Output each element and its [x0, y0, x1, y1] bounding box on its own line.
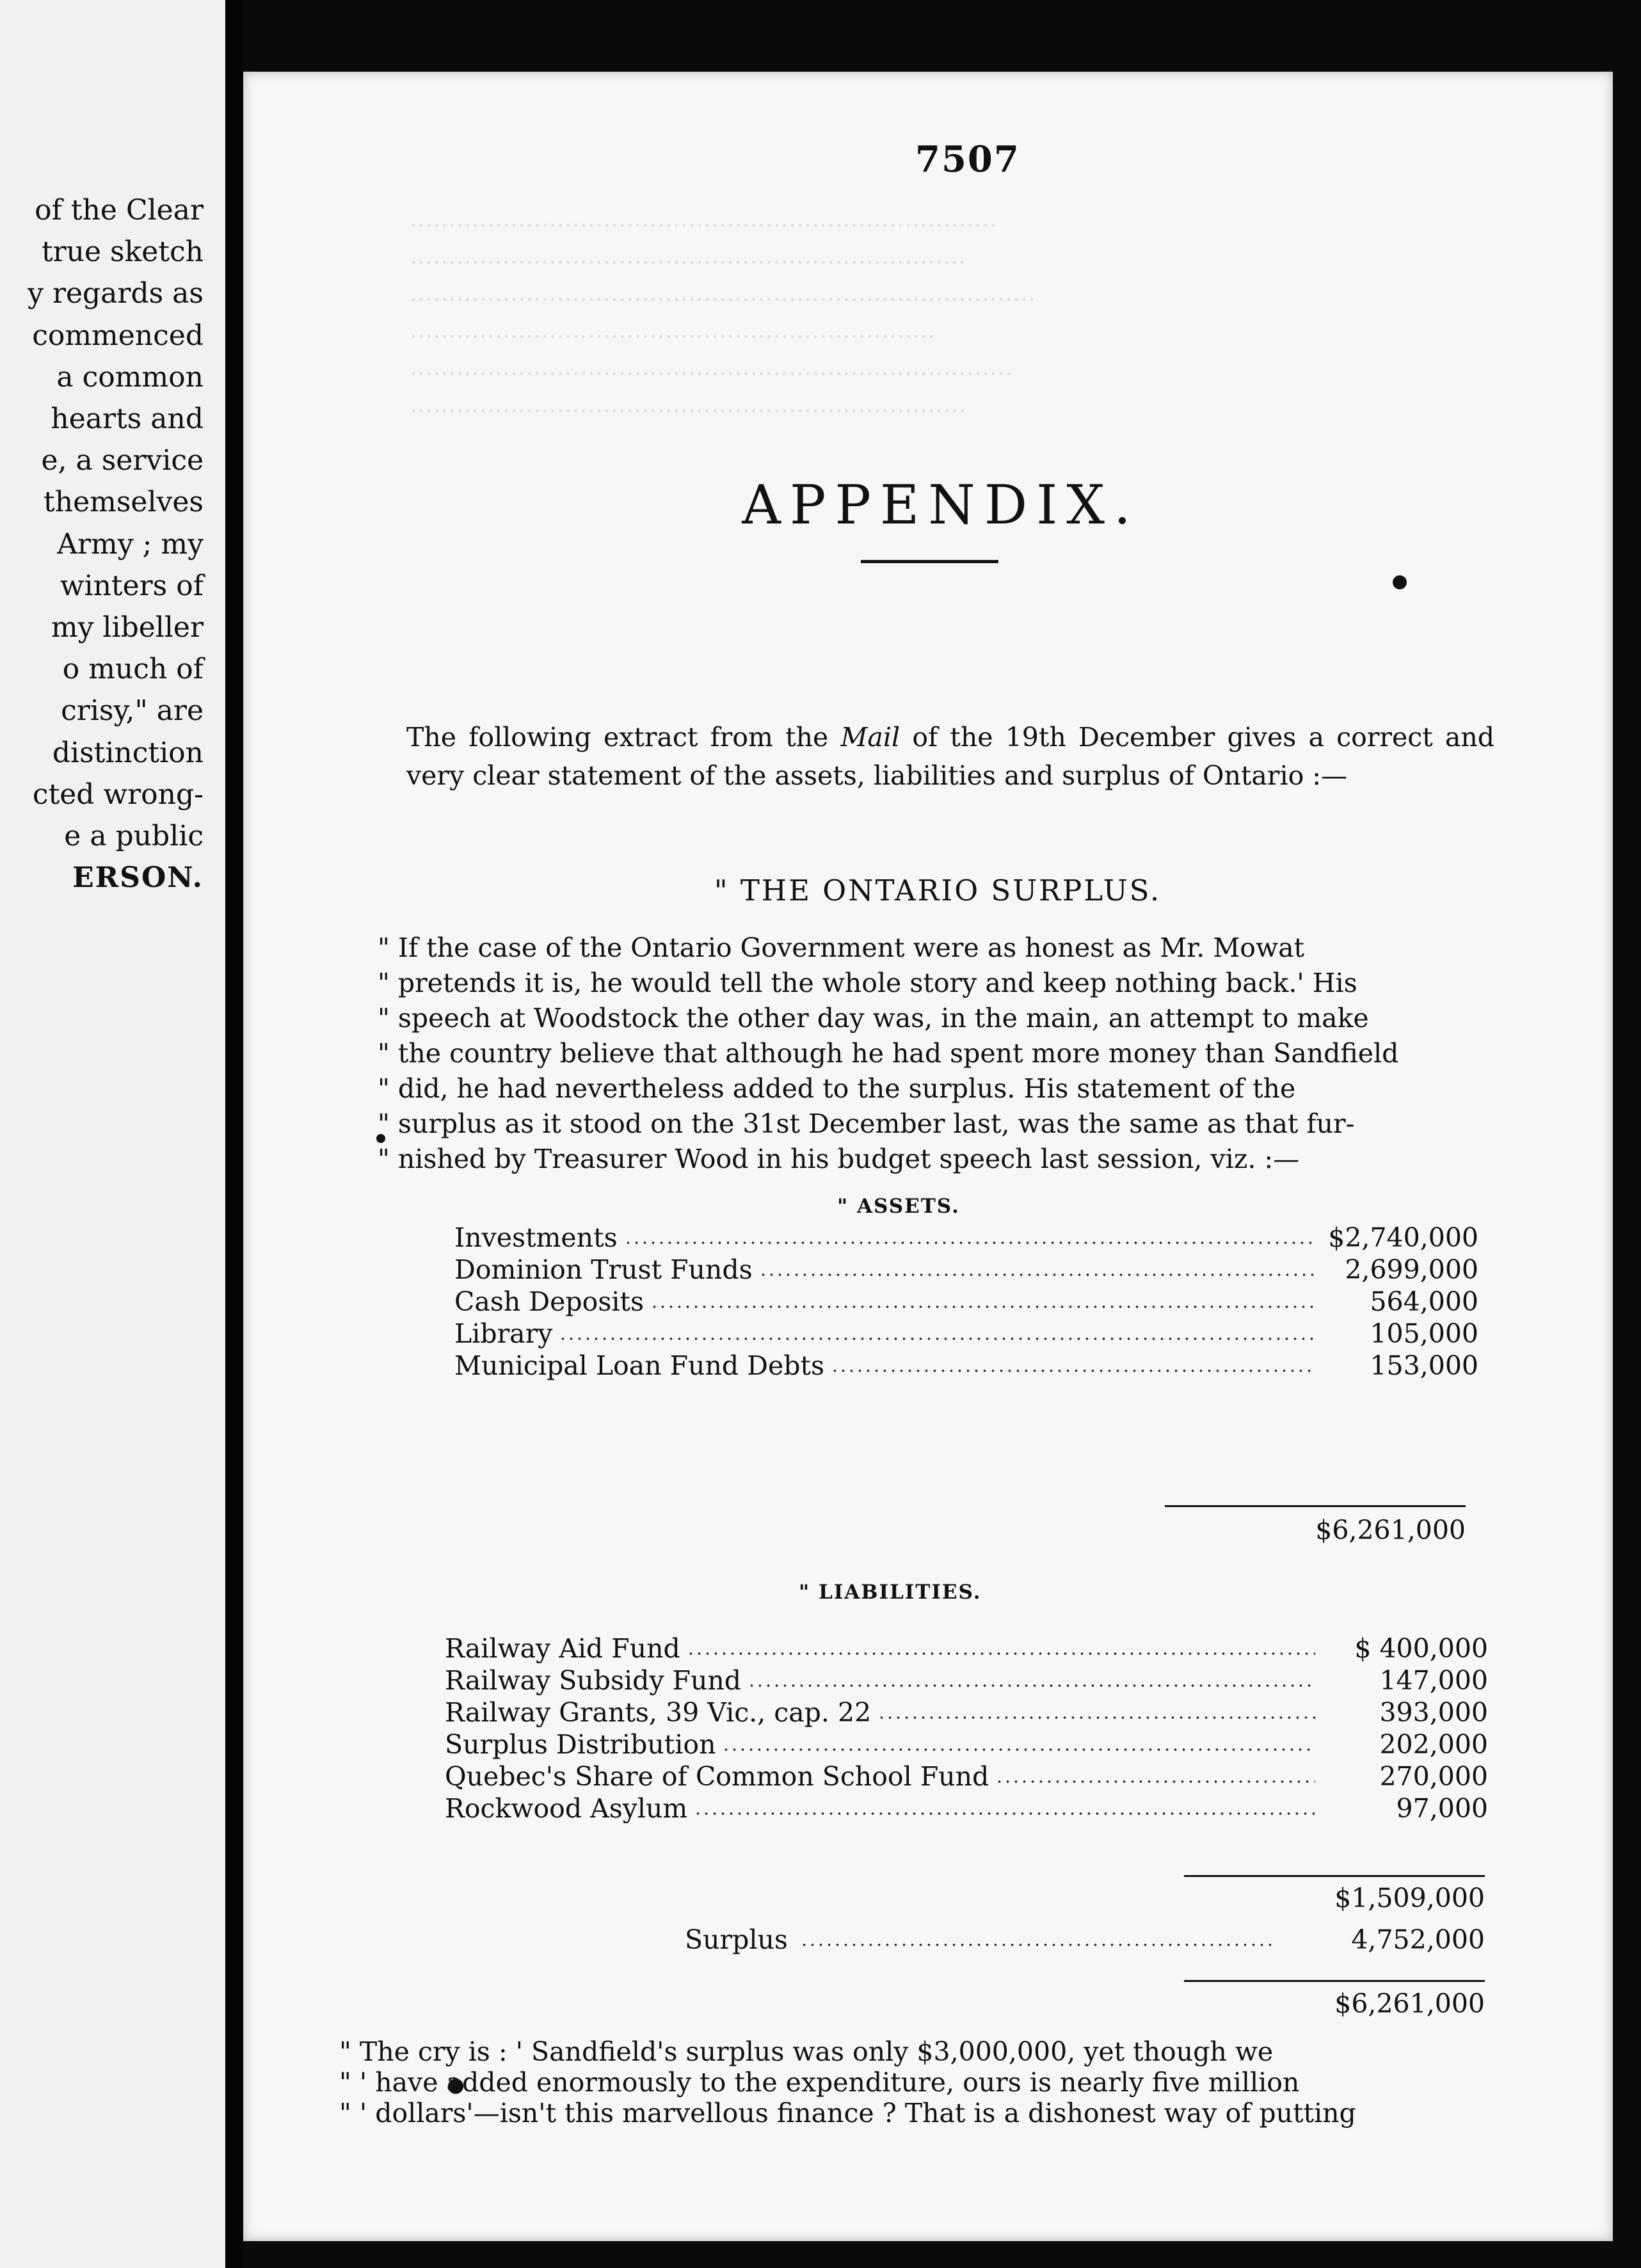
previous-page-line: commenced	[32, 319, 204, 352]
ledger-row	[454, 1254, 1478, 1286]
ledger-row	[445, 1793, 1488, 1825]
liabilities-subtotal: $1,509,000	[1334, 1883, 1485, 1913]
ledger-row	[445, 1665, 1488, 1697]
ledger-item-amount: $2,740,000	[1328, 1222, 1478, 1253]
previous-page-line: e a public	[64, 820, 204, 853]
previous-page-fragment	[0, 0, 225, 2268]
quote-line: " did, he had nevertheless added to the surplus. His statement of the	[378, 1073, 1296, 1104]
ledger-item-amount: 393,000	[1379, 1697, 1488, 1728]
intro-text-before: The following extract from the	[406, 722, 829, 753]
quote-line: " If the case of the Ontario Government were as honest as Mr. Mowat	[378, 932, 1304, 963]
leader-dots	[624, 1242, 1315, 1244]
assets-total-rule	[1165, 1505, 1466, 1507]
assets-total: $6,261,000	[1315, 1515, 1466, 1545]
ledger-item-amount: 153,000	[1370, 1350, 1478, 1381]
leader-dots	[687, 1652, 1315, 1655]
ledger-item-label: Rockwood Asylum	[445, 1793, 688, 1824]
leader-dots	[995, 1780, 1315, 1783]
ledger-row	[445, 1761, 1488, 1793]
previous-page-line: winters of	[60, 569, 204, 602]
previous-page-line: e, a service	[41, 444, 204, 477]
leader-dots	[877, 1716, 1315, 1719]
ledger-row	[445, 1729, 1488, 1761]
previous-page-line: y regards as	[28, 277, 204, 310]
previous-page-text	[0, 189, 225, 898]
quote-line: " surplus as it stood on the 31st December last, was the same as that fur-	[378, 1108, 1355, 1139]
previous-page-line: Army ; my	[57, 527, 204, 561]
ledger-item-amount: 564,000	[1370, 1286, 1478, 1317]
page-gutter	[225, 0, 243, 2268]
surplus-label: Surplus	[685, 1924, 788, 1955]
ledger-item-amount: 105,000	[1370, 1318, 1478, 1349]
leader-dots	[694, 1812, 1315, 1815]
assets-heading: " ASSETS.	[837, 1195, 960, 1218]
page-title: APPENDIX.	[742, 474, 1140, 536]
ledger-item-amount: 202,000	[1379, 1729, 1488, 1760]
ledger-row	[445, 1697, 1488, 1729]
ledger-item-amount: 2,699,000	[1345, 1254, 1478, 1285]
previous-page-line: distinction	[52, 736, 204, 769]
leader-dots	[748, 1684, 1315, 1687]
assets-table	[454, 1222, 1478, 1382]
previous-page-line: themselves	[44, 486, 204, 519]
ledger-item-label: Investments	[454, 1222, 618, 1253]
bleed-through-texture: ............................................................................ ........................................................................ ................................................................................. .................................................................... .............................................................................. ........................................................................	[410, 204, 1036, 418]
liabilities-total: $6,261,000	[1334, 1988, 1485, 2019]
ledger-item-amount: $ 400,000	[1354, 1633, 1488, 1664]
ledger-row	[445, 1633, 1488, 1665]
previous-page-line: hearts and	[51, 403, 204, 436]
intro-paragraph	[406, 718, 1494, 795]
previous-page-line: cted wrong-	[32, 778, 204, 811]
leader-dots	[722, 1748, 1315, 1751]
liabilities-total-rule	[1184, 1980, 1485, 1982]
section-subheading: " THE ONTARIO SURPLUS.	[714, 874, 1162, 907]
ledger-item-label: Dominion Trust Funds	[454, 1254, 753, 1285]
intro-text-after: of the 19th December gives a correct and very clear statement of the assets, liabilities and surplus of Ontario :—	[406, 722, 1494, 791]
title-rule	[861, 560, 998, 563]
ledger-row	[454, 1286, 1478, 1318]
ledger-row	[454, 1350, 1478, 1382]
quote-line: " nished by Treasurer Wood in his budget speech last session, viz. :—	[378, 1144, 1300, 1174]
newspaper-name: Mail	[840, 722, 901, 753]
ledger-item-label: Railway Aid Fund	[445, 1633, 680, 1664]
quoted-extract	[378, 930, 1494, 1177]
leader-dots	[831, 1370, 1315, 1372]
surplus-row	[685, 1924, 1485, 1956]
ledger-item-label: Municipal Loan Fund Debts	[454, 1350, 825, 1381]
quote-line: " the country believe that although he had spent more money than Sandfield	[378, 1038, 1399, 1069]
ledger-row	[454, 1222, 1478, 1254]
ledger-row	[454, 1318, 1478, 1350]
liabilities-subtotal-rule	[1184, 1875, 1485, 1877]
leader-dots	[559, 1338, 1315, 1340]
liabilities-heading: " LIABILITIES.	[799, 1581, 982, 1604]
ink-spot	[1393, 575, 1407, 589]
ledger-item-label: Library	[454, 1318, 553, 1349]
ledger-item-label: Railway Subsidy Fund	[445, 1665, 742, 1696]
previous-page-line: my libeller	[51, 611, 204, 644]
previous-page-line: ERSON.	[72, 861, 204, 895]
ledger-item-amount: 97,000	[1396, 1793, 1488, 1824]
leader-dots	[759, 1274, 1315, 1276]
previous-page-line: a common	[56, 360, 204, 394]
surplus-amount: 4,752,000	[1351, 1924, 1485, 1955]
closing-line: " ' dollars'—isn't this marvellous finance ? That is a dishonest way of putting	[339, 2098, 1356, 2128]
closing-line: " The cry is : ' Sandfield's surplus was only $3,000,000, yet though we	[339, 2036, 1274, 2067]
previous-page-line: of the Clear	[35, 194, 204, 227]
ledger-item-label: Railway Grants, 39 Vic., cap. 22	[445, 1697, 872, 1728]
closing-line: " ' have added enormously to the expenditure, ours is nearly five million	[339, 2067, 1300, 2098]
ledger-item-amount: 147,000	[1379, 1665, 1488, 1696]
liabilities-table	[445, 1633, 1488, 1825]
quote-line: " speech at Woodstock the other day was, in the main, an attempt to make	[378, 1003, 1369, 1034]
previous-page-line: o much of	[62, 653, 204, 686]
quote-line: " pretends it is, he would tell the whole story and keep nothing back.' His	[378, 968, 1357, 998]
ledger-item-label: Surplus Distribution	[445, 1729, 716, 1760]
previous-page-line: crisy," are	[61, 694, 204, 728]
previous-page-line: true sketch	[41, 236, 204, 269]
ledger-item-label: Cash Deposits	[454, 1286, 644, 1317]
appendix-page	[243, 72, 1613, 2241]
leader-dots	[650, 1306, 1315, 1308]
ledger-item-label: Quebec's Share of Common School Fund	[445, 1761, 989, 1792]
page-number: 7507	[915, 138, 1020, 180]
ledger-item-amount: 270,000	[1379, 1761, 1488, 1792]
leader-dots	[800, 1944, 1274, 1946]
closing-paragraph	[339, 2036, 1498, 2128]
